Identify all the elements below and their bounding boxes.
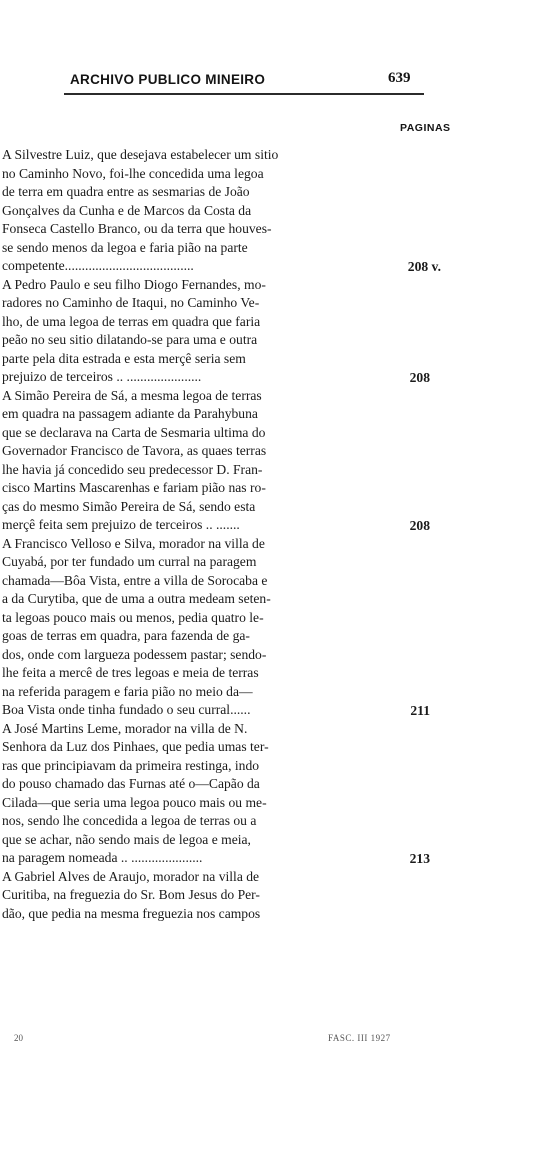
entry-line: Curitiba, na freguezia do Sr. Bom Jesus do Per- — [2, 887, 260, 902]
entry-line: Cuyabá, por ter fundado um curral na paragem — [2, 554, 257, 569]
page-footer — [0, 1033, 543, 1053]
entry-line: A Simão Pereira de Sá, a mesma legoa de terras — [2, 387, 262, 403]
page-reference: 211 — [410, 702, 430, 718]
entry-line: competente...................................... — [2, 258, 194, 273]
fascicle-label: FASC. III 1927 — [328, 1033, 391, 1043]
entry-line: do pouso chamado das Furnas até o—Capão da — [2, 776, 260, 791]
page-reference: 208 — [409, 517, 430, 533]
entry-line: parte pela dita estrada e esta merçê seria sem — [2, 350, 246, 366]
entry-line: merçê feita sem prejuizo de terceiros .. ....... — [2, 517, 240, 532]
entry-line: cisco Martins Mascarenhas e fariam pião nas ro- — [2, 480, 266, 495]
running-head — [0, 70, 543, 94]
entry-line: na referida paragem e faria pião no meio da— — [2, 683, 253, 699]
entry-silvestre-luiz — [0, 146, 543, 276]
entry-line: Fonseca Castello Branco, ou da terra que houves- — [2, 221, 272, 236]
entry-line: A Gabriel Alves de Araujo, morador na villa de — [2, 868, 260, 884]
entry-line: que se declarava na Carta de Sesmaria ultima do — [2, 424, 266, 440]
page-reference: 208 — [409, 369, 430, 385]
entry-line: lho, de uma legoa de terras em quadra que faria — [2, 313, 261, 329]
entry-line: nos, sendo lhe concedida a legoa de terras ou a — [2, 813, 257, 828]
entry-line: no Caminho Novo, foi-lhe concedida uma legoa — [2, 165, 264, 181]
entry-line: radores no Caminho de Itaqui, no Caminho Ve- — [2, 295, 260, 310]
entry-line: de terra em quadra entre as sesmarias de João — [2, 184, 250, 199]
entry-line: Senhora da Luz dos Pinhaes, que pedia umas ter- — [2, 739, 269, 754]
entry-simao-pereira — [0, 387, 543, 535]
entry-line: em quadra na passagem adiante da Parahybuna — [2, 406, 258, 421]
entry-line: lhe havia já concedido seu predecessor D. Fran- — [2, 461, 263, 477]
entry-line: dos, onde com largueza podessem pastar; sendo- — [2, 646, 267, 662]
entry-line: ças do mesmo Simão Pereira de Sá, sendo esta — [2, 498, 256, 514]
entry-pedro-paulo — [0, 276, 543, 387]
entry-line: na paragem nomeada .. ..................... — [2, 850, 203, 865]
entry-gabriel-alves — [0, 868, 543, 924]
entry-line: se sendo menos da legoa e faria pião na parte — [2, 239, 248, 255]
header-rule — [64, 93, 424, 95]
entry-francisco-velloso — [0, 535, 543, 720]
entry-line: dão, que pedia na mesma freguezia nos campos — [2, 905, 261, 921]
entry-jose-martins-leme — [0, 720, 543, 868]
entry-line: A Pedro Paulo e seu filho Diogo Fernandes, mo- — [2, 276, 266, 292]
page-number: 639 — [388, 70, 411, 86]
entry-line: ta legoas pouco mais ou menos, pedia quatro le- — [2, 609, 264, 625]
entry-line: prejuizo de terceiros .. ...................... — [2, 369, 202, 384]
entry-line: Gonçalves da Cunha e de Marcos da Costa da — [2, 202, 252, 218]
page-reference: 208 v. — [407, 258, 441, 274]
entry-line: A José Martins Leme, morador na villa de N. — [2, 720, 248, 736]
entry-line: chamada—Bôa Vista, entre a villa de Sorocaba e — [2, 572, 268, 588]
entry-line: Governador Francisco de Tavora, as quaes terras — [2, 443, 267, 458]
entry-line: Boa Vista onde tinha fundado o seu curral...... — [2, 702, 251, 717]
entry-line: ras que principiavam da primeira restinga, indo — [2, 757, 260, 773]
column-heading-paginas: PAGINAS — [400, 122, 451, 134]
journal-title: ARCHIVO PUBLICO MINEIRO — [70, 72, 266, 87]
entry-line: A Francisco Velloso e Silva, morador na villa de — [2, 535, 265, 551]
entry-line: lhe feita a mercê de tres legoas e meia de terras — [2, 665, 259, 680]
entry-list — [0, 146, 543, 923]
entry-line: peão no seu sitio dilatando-se para uma e outra — [2, 332, 258, 347]
page-reference: 213 — [409, 850, 430, 866]
signature-mark: 20 — [14, 1033, 23, 1043]
entry-line: goas de terras em quadra, para fazenda de ga- — [2, 628, 250, 643]
entry-line: que se achar, não sendo mais de legoa e meia, — [2, 831, 251, 847]
entry-line: a da Curytiba, que de uma a outra medeam seten- — [2, 591, 271, 606]
entry-line: A Silvestre Luiz, que desejava estabelecer um sitio — [2, 147, 279, 162]
entry-line: Cilada—que seria uma legoa pouco mais ou me- — [2, 794, 267, 810]
